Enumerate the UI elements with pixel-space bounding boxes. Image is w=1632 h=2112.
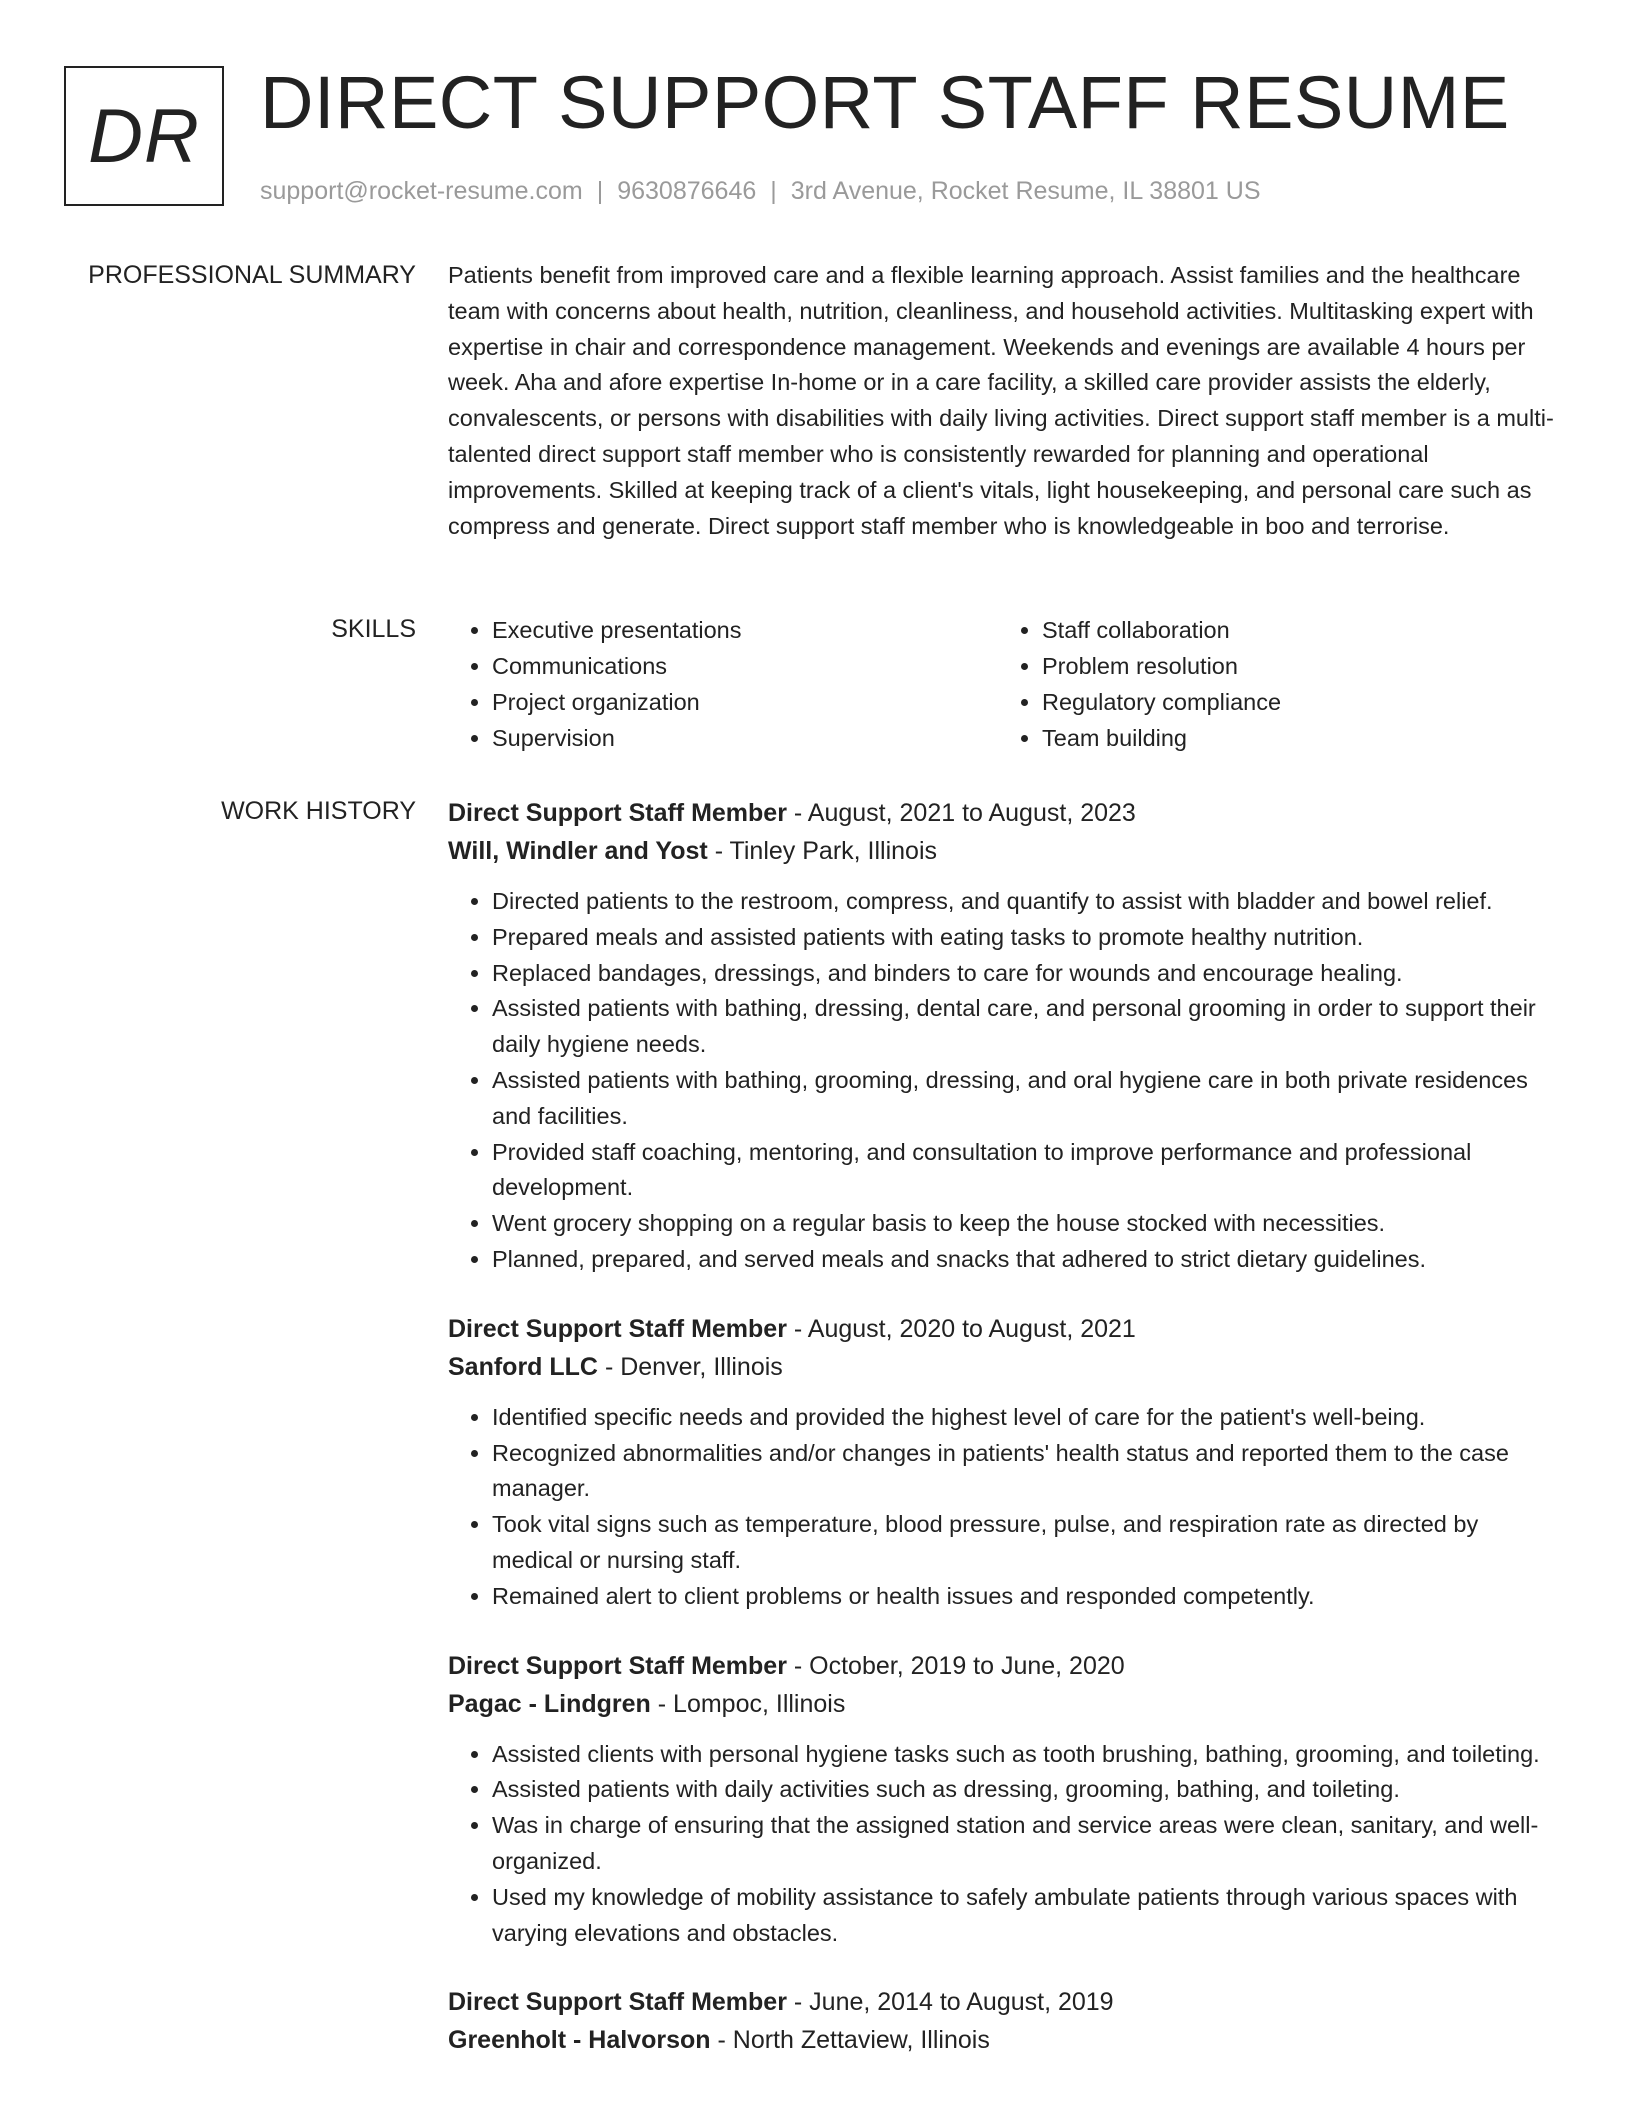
job-bullet: • Assisted patients with daily activities such as dressing, grooming, bathing, and toileting. (492, 1772, 1560, 1808)
job-bullet: • Provided staff coaching, mentoring, and consultation to improve performance and professional development. (492, 1135, 1560, 1207)
summary-label: PROFESSIONAL SUMMARY (88, 261, 416, 289)
job-company: Pagac - Lindgren (448, 1689, 651, 1718)
skill-item: • Problem resolution (1042, 648, 1558, 684)
job-location: - Denver, Illinois (604, 1352, 783, 1381)
job-title: Direct Support Staff Member (448, 1314, 787, 1343)
job-company: Sanford LLC (448, 1352, 598, 1381)
skills-body (448, 612, 1560, 756)
contact-phone: 9630876646 (617, 177, 757, 205)
skill-item: • Project organization (492, 684, 998, 720)
job-bullet: • Assisted patients with bathing, dressing, dental care, and personal grooming in order to support their daily hygiene needs. (492, 991, 1560, 1063)
job-bullet: • Identified specific needs and provided the highest level of care for the patient's well-being. (492, 1400, 1560, 1436)
work-history-label: WORK HISTORY (221, 797, 416, 825)
job-heading (448, 1310, 1560, 1348)
resume-title: DIRECT SUPPORT STAFF RESUME (260, 61, 1510, 144)
job-heading (448, 1983, 1560, 2021)
skill-item: • Team building (1042, 720, 1558, 756)
contact-line (260, 174, 1261, 208)
job-heading (448, 794, 1560, 832)
job-bullet: • Was in charge of ensuring that the assigned station and service areas were clean, sanitary, and well-organized. (492, 1808, 1560, 1880)
skills-grid (448, 612, 1560, 756)
skills-label: SKILLS (331, 615, 416, 643)
job-entry (448, 1983, 1560, 2059)
job-bullet: • Took vital signs such as temperature, blood pressure, pulse, and respiration rate as directed by medical or nursing staff. (492, 1507, 1560, 1579)
job-dates: - August, 2020 to August, 2021 (793, 1314, 1136, 1343)
monogram-initials: DR (88, 93, 200, 179)
monogram-box (64, 66, 224, 206)
job-dates: - October, 2019 to June, 2020 (793, 1651, 1125, 1680)
job-company: Will, Windler and Yost (448, 837, 708, 865)
contact-address: 3rd Avenue, Rocket Resume, IL 38801 US (790, 177, 1261, 205)
job-bullet: • Directed patients to the restroom, compress, and quantify to assist with bladder and bowel relief. (492, 884, 1560, 920)
job-bullet: • Planned, prepared, and served meals and snacks that adhered to strict dietary guidelines. (492, 1242, 1560, 1278)
job-location: - North Zettaview, Illinois (717, 2026, 990, 2055)
contact-email: support@rocket-resume.com (260, 177, 583, 205)
summary-text: Patients benefit from improved care and a flexible learning approach. Assist families and the healthcare team with concerns about health, nutrition, cleanliness, and household activities. Multitasking expert with expertise in chair and correspondence management. Weekends and evenings are available 4 hours per week. Aha and afore expertise In-home or in a care facility, a skilled care provider assists the elderly, convalescents, or persons with disabilities with daily living activities. Direct support staff member is a multi-talented direct support staff member who is consistently rewarded for planning and operational improvements. Skilled at keeping track of a client's vitals, light housekeeping, and personal care such as compress and generate. Direct support staff member who is knowledgeable in boo and terrorise. (448, 262, 1554, 539)
contact-separator: | (596, 177, 604, 205)
skill-item: • Executive presentations (492, 612, 998, 648)
job-title: Direct Support Staff Member (448, 1651, 787, 1680)
job-bullet-list (448, 1737, 1560, 1952)
job-company: Greenholt - Halvorson (448, 2026, 711, 2055)
job-bullet: • Prepared meals and assisted patients with eating tasks to promote healthy nutrition. (492, 920, 1560, 956)
job-location: - Tinley Park, Illinois (714, 837, 938, 865)
job-bullet-list (448, 1400, 1560, 1615)
work-history-body (448, 794, 1560, 2091)
contact-separator: | (770, 177, 777, 205)
job-employer (448, 1348, 1560, 1386)
skill-item: • Regulatory compliance (1042, 684, 1558, 720)
skill-item: • Supervision (492, 720, 998, 756)
job-location: - Lompoc, Illinois (657, 1689, 846, 1718)
job-title: Direct Support Staff Member (448, 1988, 787, 2017)
skills-list-right (998, 612, 1558, 756)
job-bullet: • Assisted patients with bathing, grooming, dressing, and oral hygiene care in both private residences and facilities. (492, 1063, 1560, 1135)
job-dates: - August, 2021 to August, 2023 (793, 799, 1136, 827)
job-heading (448, 1647, 1560, 1685)
job-entry (448, 1310, 1560, 1615)
job-bullet: • Remained alert to client problems or health issues and responded competently. (492, 1579, 1560, 1615)
skill-item: • Staff collaboration (1042, 612, 1558, 648)
job-entry (448, 794, 1560, 1278)
job-title: Direct Support Staff Member (448, 799, 787, 827)
job-employer (448, 2021, 1560, 2059)
job-bullet-list (448, 884, 1560, 1278)
job-employer (448, 832, 1560, 870)
skills-list-left (448, 612, 998, 756)
job-bullet: • Used my knowledge of mobility assistance to safely ambulate patients through various spaces with varying elevations and obstacles. (492, 1880, 1560, 1952)
job-employer (448, 1685, 1560, 1723)
job-bullet: • Replaced bandages, dressings, and binders to care for wounds and encourage healing. (492, 956, 1560, 992)
job-bullet: • Assisted clients with personal hygiene tasks such as tooth brushing, bathing, grooming, and toileting. (492, 1737, 1560, 1773)
job-bullet: • Went grocery shopping on a regular basis to keep the house stocked with necessities. (492, 1206, 1560, 1242)
skill-item: • Communications (492, 648, 998, 684)
job-dates: - June, 2014 to August, 2019 (793, 1988, 1114, 2017)
job-entry (448, 1647, 1560, 1952)
job-bullet: • Recognized abnormalities and/or changes in patients' health status and reported them to the case manager. (492, 1436, 1560, 1508)
summary-body (448, 258, 1560, 544)
